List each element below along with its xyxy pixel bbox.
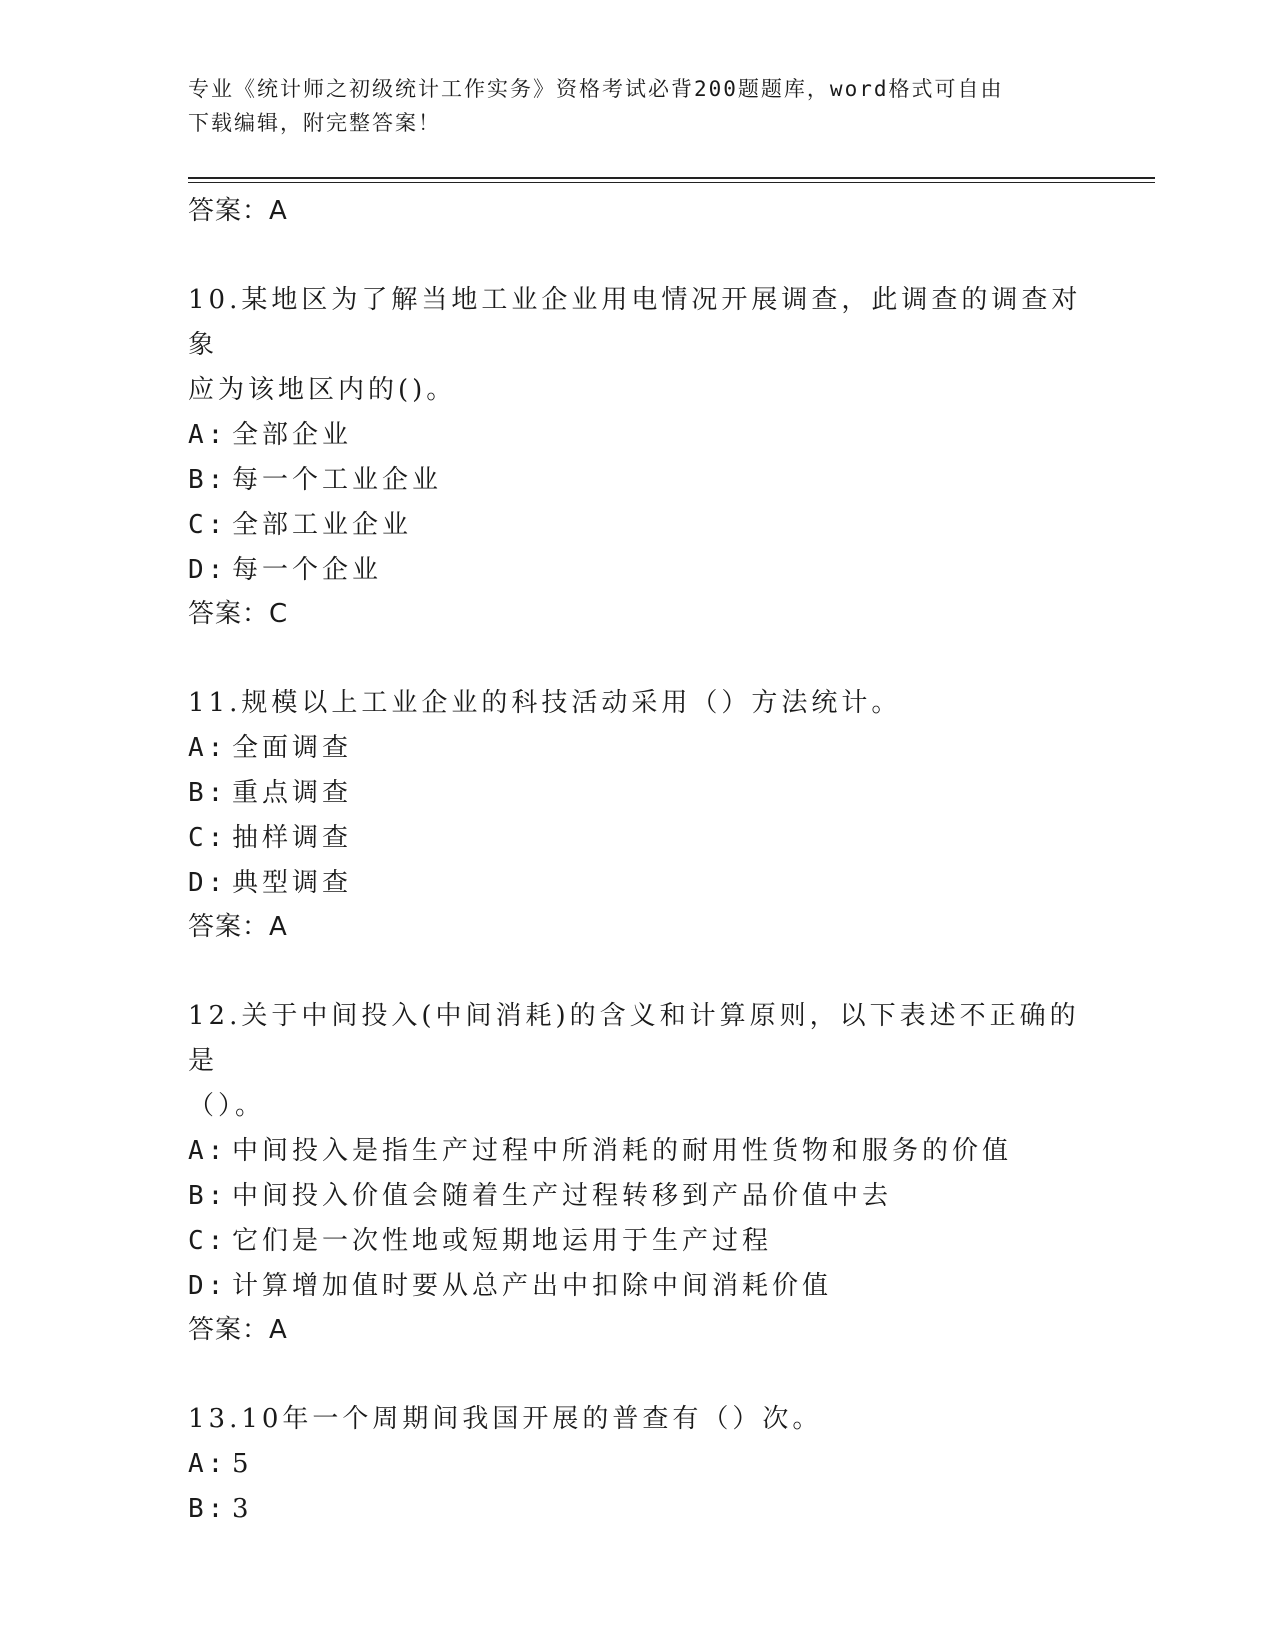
question-text-continued: （）。 [188,1091,266,1121]
option-a [188,726,1088,771]
question-text: 13.10年一个周期间我国开展的普查有（）次。 [188,1404,823,1434]
option-d [188,1264,1088,1309]
option-text: 中间投入价值会随着生产过程转移到产品价值中去 [232,1181,893,1211]
option-a [188,1442,1088,1487]
header-divider-thick [188,177,1155,179]
option-text: 每一个企业 [232,555,383,585]
option-text: 抽样调查 [232,823,353,853]
option-letter: B: [188,465,228,495]
option-letter: A: [188,733,228,763]
option-text: 全部企业 [232,420,353,450]
option-b [188,1174,1088,1219]
option-text: 3 [232,1494,253,1524]
option-c [188,1219,1088,1264]
option-text: 计算增加值时要从总产出中扣除中间消耗价值 [232,1271,833,1301]
document-header [188,72,1088,140]
option-text: 中间投入是指生产过程中所消耗的耐用性货物和服务的价值 [232,1136,1013,1166]
header-line-2: 下载编辑，附完整答案！ [188,111,441,135]
answer-label: 答案：C [188,599,289,629]
option-d [188,548,1088,593]
answer-label: 答案：A [188,912,288,942]
option-letter: A: [188,1449,228,1479]
option-c [188,503,1088,548]
answer-label: 答案：A [188,1315,288,1345]
option-letter: B: [188,1181,228,1211]
option-letter: D: [188,555,228,585]
option-text: 每一个工业企业 [232,465,443,495]
option-text: 重点调查 [232,778,353,808]
header-line-1: 专业《统计师之初级统计工作实务》资格考试必背200题题库，word格式可自由 [188,77,1004,101]
option-b [188,771,1088,816]
option-letter: C: [188,1226,228,1256]
option-d [188,861,1088,906]
option-a [188,1129,1088,1174]
option-letter: D: [188,1271,228,1301]
header-divider-thin [188,182,1155,183]
option-text: 它们是一次性地或短期地运用于生产过程 [232,1226,773,1256]
option-letter: A: [188,1136,228,1166]
question-list [188,190,1088,1532]
option-text: 典型调查 [232,868,353,898]
option-letter: B: [188,778,228,808]
question-text: 12.关于中间投入(中间消耗)的含义和计算原则，以下表述不正确的是 [188,1001,1080,1076]
option-a [188,413,1088,458]
previous-answer: 答案：A [188,196,288,226]
option-letter: A: [188,420,228,450]
option-text: 5 [232,1449,253,1479]
option-b [188,1487,1088,1532]
option-letter: C: [188,823,228,853]
option-text: 全面调查 [232,733,353,763]
question-text: 10.某地区为了解当地工业企业用电情况开展调查，此调查的调查对象 [188,285,1082,360]
question-11 [188,681,1088,948]
question-text-continued: 应为该地区内的()。 [188,375,457,405]
question-10 [188,278,1088,635]
option-letter: B: [188,1494,228,1524]
question-13 [188,1397,1088,1532]
option-b [188,458,1088,503]
option-letter: C: [188,510,228,540]
option-letter: D: [188,868,228,898]
question-12 [188,994,1088,1351]
question-text: 11.规模以上工业企业的科技活动采用（）方法统计。 [188,688,902,718]
option-c [188,816,1088,861]
option-text: 全部工业企业 [232,510,413,540]
